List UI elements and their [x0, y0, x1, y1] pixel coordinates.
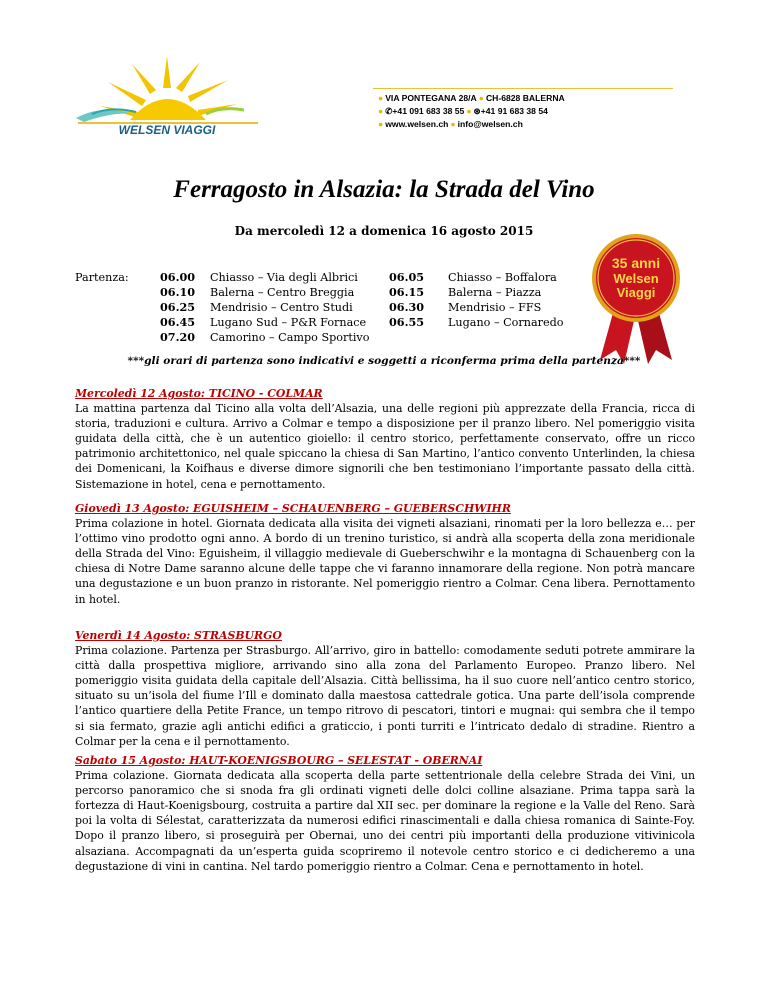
departure-places-col1: [210, 270, 369, 345]
departure-places-col2: [448, 270, 564, 330]
departure-time: 06.05: [389, 270, 425, 284]
badge-line2: Welsen: [613, 271, 659, 286]
departure-place: Lugano – Cornaredo: [448, 316, 564, 329]
day-description: Prima colazione. Giornata dedicata alla scoperta della parte settentrionale della celebre Strada dei Vini, un percorso panoramico che si snoda fra gli ordinati vigneti delle dolci colline alsaziane. Prima tappa sarà la fortezza di Haut-Koenigsbourg, costruita a partire dal XII sec. per dominare la regione e la Valle del Reno. Sarà poi la volta di Sélestat, caratterizzata da numerosi edifici rinascimentali e dalla chiesa romanica di Sainte-Foy. Dopo il pranzo libero, si proseguirà per Obernai, uno dei centri più importanti della produzione vitivinicola alsaziana. Accompagnati da un’esperta guida scopriremo il notevole centro storico e ci dedicheremo a una degustazione di vini in cantina. Nel tardo pomeriggio rientro a Colmar. Cena e pernottamento in hotel.: [75, 769, 695, 873]
day-title: Sabato 15 Agosto: HAUT-KOENIGSBOURG – SELESTAT - OBERNAI: [75, 754, 483, 767]
bullet-icon: ●: [466, 106, 472, 116]
phone-icon: ✆: [385, 106, 393, 116]
departure-note: ***gli orari di partenza sono indicativi e soggetti a riconferma prima della partenza***: [127, 355, 641, 367]
bullet-icon: ●: [378, 93, 384, 103]
itinerary-day-3: [75, 628, 695, 749]
badge-line3: Viaggi: [616, 285, 656, 300]
city: CH-6828 BALERNA: [485, 93, 565, 103]
departure-place: Chiasso – Via degli Albrici: [210, 271, 358, 284]
phone[interactable]: +41 091 683 38 55: [392, 106, 465, 116]
day-description: Prima colazione. Partenza per Strasburgo. All’arrivo, giro in battello: comodamente seduti potrete ammirare la città dalla prospettiva migliore, arrivando sino alla zona del Parlamento Europeo. Pranzo libero. Nel pomeriggio visita guidata della capitale dell’Alsazia. Città bellissima, ha il suo cuore nell’antico centro storico, situato su un’isola del fiume l’Ill e dominato dalla maestosa cattedrale gotica. Una parte dell’isola comprende l’antico quartiere della Petite France, un tempo ritrovo di pescatori, tintori e mugnai: qui sembra che il tempo si sia fermato, grazie agli antichi edifici a graticcio, i ponti turriti e l’intricato dedalo di stradine. Rientro a Colmar per la cena e il pernottamento.: [75, 644, 695, 748]
itinerary-day-1: [75, 386, 695, 492]
departure-time: 07.20: [160, 330, 196, 344]
departure-place: Camorino – Campo Sportivo: [210, 331, 370, 344]
departure-place: Balerna – Piazza: [448, 286, 542, 299]
day-title: Giovedì 13 Agosto: EGUISHEIM – SCHAUENBERG – GUEBERSCHWIHR: [75, 502, 511, 515]
departure-place: Chiasso – Boffalora: [448, 271, 557, 284]
day-description: Prima colazione in hotel. Giornata dedicata alla visita dei vigneti alsaziani, rinomati per la loro bellezza e… per l’ottimo vino prodotto ogni anno. A bordo di un trenino turistico, si andrà alla scoperta della zona meridionale della Strada del Vino: Eguisheim, il villaggio medievale di Gueberschwihr e la montagna di Schauenberg con la chiesa di Notre Dame saranno alcune delle tappe che vi faranno innamorare della regione. Non potrà mancare una degustazione e un buon pranzo in ristorante. Nel pomeriggio rientro a Colmar. Cena libera. Pernottamento in hotel.: [75, 517, 695, 606]
departure-time: 06.10: [160, 285, 196, 299]
departure-label: Partenza:: [75, 271, 129, 284]
departure-place: Balerna – Centro Breggia: [210, 286, 355, 299]
departure-time: 06.55: [389, 315, 425, 329]
departure-time: 06.25: [160, 300, 196, 314]
bullet-icon: ●: [478, 93, 484, 103]
trip-dates: Da mercoledì 12 a domenica 16 agosto 2015: [234, 224, 534, 238]
departure-place: Mendrisio – FFS: [448, 301, 542, 314]
address-row: [378, 92, 678, 105]
website-link[interactable]: www.welsen.ch: [385, 119, 449, 129]
departure-time: 06.30: [389, 300, 425, 314]
sun-logo-icon: [72, 48, 262, 138]
contact-block: [378, 92, 678, 131]
itinerary-day-4: [75, 753, 695, 874]
logo-wordmark: WELSEN VIAGGI: [118, 123, 216, 137]
bullet-icon: ●: [450, 119, 456, 129]
phone-row: [378, 105, 678, 118]
departure-time: 06.00: [160, 270, 196, 284]
fax-icon: ⊛: [473, 106, 481, 116]
company-logo: [72, 48, 262, 138]
contact-divider: [373, 88, 673, 89]
departure-place: Mendrisio – Centro Studi: [210, 301, 353, 314]
itinerary-day-2: [75, 501, 695, 607]
departure-times-col2: [389, 270, 424, 330]
day-title: Venerdì 14 Agosto: STRASBURGO: [75, 629, 282, 642]
departure-times-col1: [160, 270, 195, 345]
bullet-icon: ●: [378, 106, 384, 116]
day-title: Mercoledì 12 Agosto: TICINO - COLMAR: [75, 387, 323, 400]
email-link[interactable]: info@welsen.ch: [457, 119, 523, 129]
day-description: La mattina partenza dal Ticino alla volta dell’Alsazia, una delle regioni più apprezzate della Francia, ricca di storia, traduzioni e cultura. Arrivo a Colmar e tempo a disposizione per il pranzo libero. Nel pomeriggio visita guidata della città, che è un autentico gioiello: il centro storico, perfettamente conservato, offre un ricco patrimonio architettonico, nel quale spiccano la chiesa di San Martino, l’antico convento Unterlinden, la chiesa dei Domenicani, la Koifhaus e diverse dimore signorili che ben testimoniano l’importante passato della città. Sistemazione in hotel, cena e pernottamento.: [75, 402, 695, 491]
address: VIA PONTEGANA 28/A: [385, 93, 477, 103]
rosette-icon: [586, 232, 686, 367]
departure-time: 06.45: [160, 315, 196, 329]
bullet-icon: ●: [378, 119, 384, 129]
web-row: [378, 118, 678, 131]
anniversary-badge: [586, 232, 686, 367]
page-title: Ferragosto in Alsazia: la Strada del Vino: [173, 176, 595, 203]
departure-place: Lugano Sud – P&R Fornace: [210, 316, 367, 329]
badge-line1: 35 anni: [611, 255, 661, 271]
departure-time: 06.15: [389, 285, 425, 299]
fax: +41 91 683 38 54: [480, 106, 548, 116]
